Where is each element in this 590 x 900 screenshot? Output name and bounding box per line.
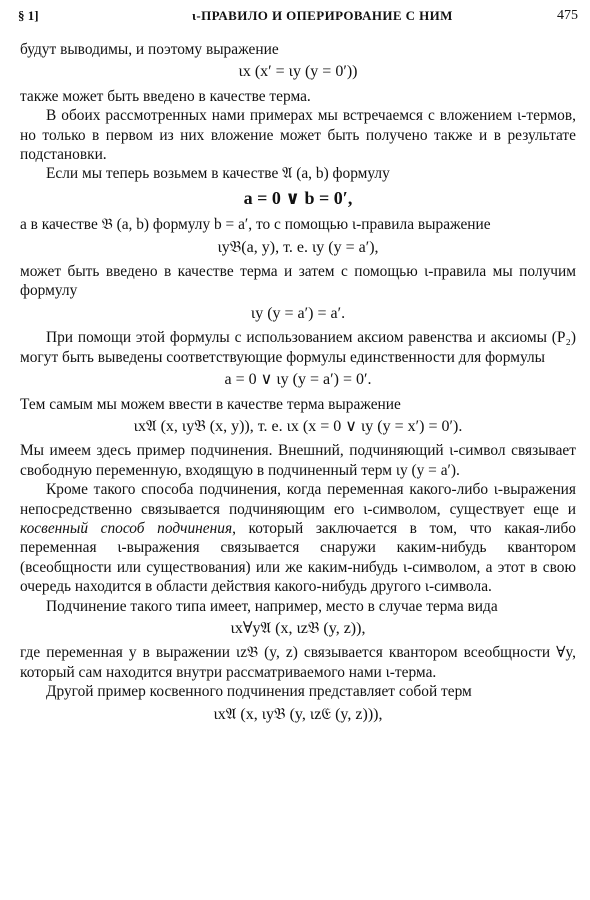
formula: ιx𝔄 (x, ιy𝔅 (x, y)), т. е. ιx (x = 0 ∨ ιy (y = x′) = 0′). bbox=[133, 417, 463, 435]
emphasized-term: косвенный способ подчинения bbox=[20, 519, 233, 537]
page-body bbox=[20, 40, 576, 729]
paragraph: Мы имеем здесь пример подчинения. Внешний, подчиняющий ι-символ связывает свободную переменную, входящую в подчиненный терм ιy (y = a′). bbox=[20, 442, 576, 479]
formula: ιx (x′ = ιy (y = 0′)) bbox=[238, 63, 358, 81]
formula: ιx∀y𝔄 (x, ιz𝔅 (y, z)), bbox=[230, 619, 366, 637]
paragraph bbox=[20, 480, 576, 596]
paragraph-text: Кроме такого способа подчинения, когда переменная какого-либо ι-выражения непосредственно связывается подчиняющим его ι-символом, существует еще и bbox=[20, 481, 576, 518]
paragraph: Другой пример косвенного подчинения представляет собой терм bbox=[46, 683, 472, 701]
paragraph: а в качестве 𝔅 (a, b) формулу b = a′, то с помощью ι-правила выражение bbox=[20, 216, 491, 234]
running-header bbox=[18, 4, 578, 26]
formula: a = 0 ∨ ιy (y = a′) = 0′. bbox=[224, 371, 372, 389]
paragraph: будут выводимы, и поэтому выражение bbox=[20, 41, 279, 58]
paragraph: где переменная y в выражении ιz𝔅 (y, z) связывается квантором всеобщности ∀y, который сам находится внутри рассматриваемого нами ι-терма. bbox=[20, 644, 576, 681]
paragraph: В обоих рассмотренных нами примерах мы встречаемся с вложением ι-термов, но только в первом из них вложение может быть получено также и в результате подстановки. bbox=[20, 107, 576, 164]
formula: a = 0 ∨ b = 0′, bbox=[243, 187, 353, 208]
paragraph: Подчинение такого типа имеет, например, место в случае терма вида bbox=[46, 597, 498, 615]
formula: ιx𝔄 (x, ιy𝔅 (y, ιz𝔈 (y, z))), bbox=[213, 705, 383, 723]
page-number: 475 bbox=[557, 8, 578, 23]
formula: ιy (y = a′) = a′. bbox=[250, 304, 346, 322]
paragraph: При помощи этой формулы с использованием аксиом равенства и аксиомы (P₂) могут быть выведены соответствующие формулы единственности для формулы bbox=[20, 329, 576, 366]
paragraph: может быть введено в качестве терма и затем с помощью ι-правила мы получим формулу bbox=[20, 263, 576, 300]
header-title: ι-ПРАВИЛО И ОПЕРИРОВАНИЕ С НИМ bbox=[192, 8, 453, 23]
section-mark: § 1] bbox=[18, 8, 39, 23]
paragraph: также может быть введено в качестве терма. bbox=[20, 87, 311, 105]
paragraph-text: , который заключается в том, что какая-либо переменная ι-выражения связывается снаружи каким-нибудь квантором (всеобщности или существования) или же каким-нибудь ι-символом, а этот в свою очередь находится в области действия какого-нибудь другого ι-символа. bbox=[20, 519, 576, 596]
formula: ιy𝔅(a, y), т. е. ιy (y = a′), bbox=[217, 238, 379, 256]
paragraph: Тем самым мы можем ввести в качестве терма выражение bbox=[20, 395, 401, 413]
paragraph: Если мы теперь возьмем в качестве 𝔄 (a, b) формулу bbox=[46, 165, 390, 183]
